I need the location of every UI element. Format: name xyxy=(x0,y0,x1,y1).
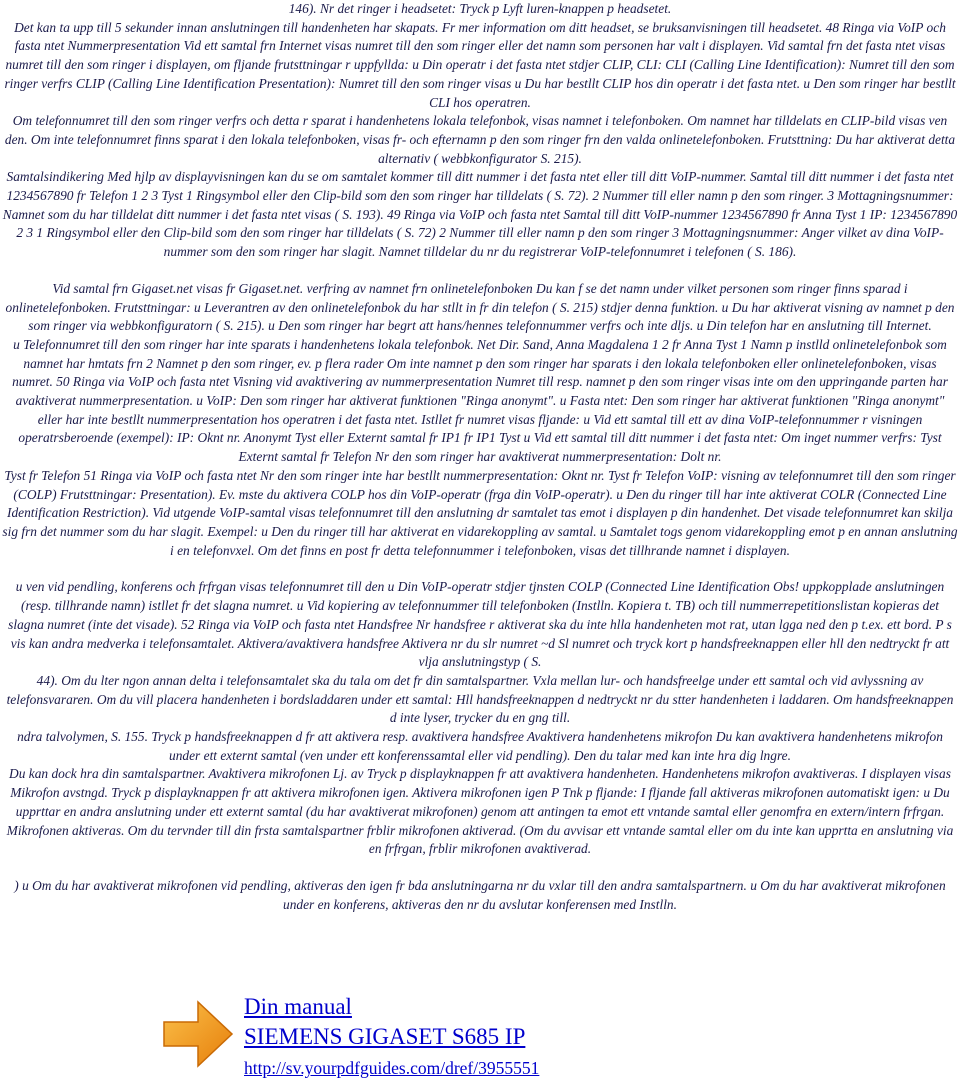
orange-arrow-icon xyxy=(158,992,236,1074)
paragraph-8: u ven vid pendling, konferens och frfrgan visas telefonnumret till den u Din VoIP-operatr stdjer tjnsten COLP (Connected Line Identification Obs! uppkopplade anslutningen (resp. tillhrande namn) istllet fr det slagna numret. u Vid kopiering av telefonnummer till telefonboken (Instlln. Kopiera t. TB) och till nummerrepetitionslistan kopieras det slagna numret (inte det visade). 52 Ringa via VoIP och fasta ntet Handsfree Nr handsfree r aktiverat ska du inte hlla handenheten mot rat, utan lgga ned den p t.ex. ett bord. P s vis kan andra medverka i telefonsamtalet. Aktivera/avaktivera handsfree Aktivera nr du slr numret ~d Sl numret och tryck kort p handsfreeknappen eller hll den nedtryckt fr att vlja anslutningstyp ( S. xyxy=(8,579,952,670)
paragraph-5: Vid samtal frn Gigaset.net visas fr Gigaset.net. verfring av namnet frn onlinetelefonboken Du kan f se det namn under vilket personen som ringer finns sparad i onlinetelefonboken. Frutsttningar: u Leverantren av den onlinetelefonbok du har stllt in fr din telefon ( S. 215) stdjer denna funktion. u Du har aktiverat visning av namnet p den som ringer via webbkonfiguratorn ( S. 215). u Den som ringer har begrt att hans/hennes telefonnummer verfrs och inte dljs. u Din telefon har en anslutning till Internet. xyxy=(5,280,955,334)
url-link[interactable]: http://sv.yourpdfguides.com/dref/3955551 xyxy=(244,1058,540,1078)
paragraph-11: Du kan dock hra din samtalspartner. Avaktivera mikrofonen Lj. av Tryck p displayknappen fr att avaktivera handenheten. Handenhetens mikrofon avaktiveras. I displayen visas Mikrofon avstngd. Tryck p displayknappen fr att aktivera mikrofonen igen. Aktivera mikrofonen igen P Tnk p fljande: I fljande fall aktiveras mikrofonen automatiskt igen: u Du upprttar en andra anslutning under ett externt samtal (du har avaktiverat mikrofonen) genom att antingen ta emot ett vntande samtal eller genomfra en extern/intern frfrgan. Mikrofonen aktiveras. Om du tervnder till din frsta samtalspartner frblir mikrofonen aktiverad. (Om du avvisar ett vntande samtal eller om du inte kan upprtta en anslutning via en frfrgan, frblir mikrofonen avaktiverad. xyxy=(6,766,954,857)
footer-links xyxy=(244,992,539,1080)
paragraph-7: Tyst fr Telefon 51 Ringa via VoIP och fasta ntet Nr den som ringer inte har bestllt nummerpresentation: Oknt nr. Tyst fr Telefon VoIP: visning av telefonnumret till den som ringer (COLP) Frutsttningar: Presentation). Ev. mste du aktivera COLP hos din VoIP-operatr (frga din VoIP-operatr). u Den du ringer till har inte aktiverat COLR (Connected Line Identification Restriction). Vid utgende VoIP-samtal visas telefonnumret till den anslutning dr samtalet tas emot i displayen p din handenhet. Det visade telefonnumret kan skilja sig frn det nummer som du har slagit. Exempel: u Den du ringer till har aktiverat en vidarekoppling av samtal. u Samtalet togs genom vidarekoppling emot p en annan anslutning i en telefonvxel. Om det finns en post fr detta telefonnummer i telefonboken, visas det tillhrande namnet i displayen. xyxy=(2,467,958,558)
paragraph-2: Det kan ta upp till 5 sekunder innan anslutningen till handenheten har skapats. Fr mer information om ditt headset, se bruksanvisningen till headsetet. 48 Ringa via VoIP och fasta ntet Nummerpresentation Vid ett samtal frn Internet visas numret till den som ringer eller det namn som personen har valt i displayen. Vid samtal frn det fasta ntet visas numret till den som ringer i displayen, om fljande frutsttningar r uppfyllda: u Din operatr i det fasta ntet stdjer CLIP, CLI: CLI (Calling Line Identification): Numret till den som ringer verfrs CLIP (Calling Line Identification Presentation): Numret till den som ringer visas u Du har bestllt CLIP hos din operatr i det fasta ntet. u Den som ringer har bestllt CLI hos operatren. xyxy=(4,19,956,110)
paragraph-gap xyxy=(2,262,958,280)
paragraph-3: Om telefonnumret till den som ringer verfrs och detta r sparat i handenhetens lokala telefonbok, visas namnet i telefonboken. Om namnet har tilldelats en CLIP-bild visas ven den. Om inte telefonnumret finns sparat i den lokala telefonboken, visas fr- och efternamn p den som ringer frn den valda onlinetelefonboken. Frutsttning: Du har aktiverat detta alternativ ( webbkonfigurator S. 215). xyxy=(4,113,956,166)
paragraph-6: u Telefonnumret till den som ringer har inte sparats i handenhetens lokala telefonbok. Net Dir. Sand, Anna Magdalena 1 2 fr Anna Tyst 1 Namn p instlld onlinetelefonbok som namnet har hmtats frn 2 Namnet p den som ringer, ev. p flera rader Om inte namnet p den som ringer har sparats i den lokala telefonboken eller onlinetelefonboken, visas numret. 50 Ringa via VoIP och fasta ntet Visning vid avaktivering av nummerpresentation Numret till resp. namnet p den som ringer visas inte om den uppringande parten har avaktiverat nummerpresentation. u VoIP: Den som ringer har aktiverat funktionen "Ringa anonymt". u Fasta ntet: Den som ringer har aktiverat funktionen "Ringa anonymt" eller har inte bestllt nummerpresentation hos operatren i det fasta ntet. Istllet fr numret visas fljande: u Vid ett samtal till ett av dina VoIP-telefonnummer r visningen operatrsberoende (exempel): IP: Oknt nr. Anonymt Tyst eller Externt samtal fr IP1 fr IP1 Tyst u Vid ett samtal till ditt nummer i det fasta ntet: Om inget nummer verfrs: Tyst Externt samtal fr Telefon Nr den som ringer har avaktiverat nummerpresentation: Dolt nr. xyxy=(12,336,948,465)
paragraph-gap xyxy=(2,859,958,877)
paragraph-gap xyxy=(2,560,958,578)
paragraph-1: 146). Nr det ringer i headsetet: Tryck p Lyft luren-knappen p headsetet. xyxy=(288,1,672,16)
manual-link[interactable]: Din manual xyxy=(244,994,352,1019)
paragraph-12: ) u Om du har avaktiverat mikrofonen vid pendling, aktiveras den igen fr bda anslutningarna nr du vxlar till den andra samtalspartnern. u Om du har avaktiverat mikrofonen under en konferens, aktiveras den nr du avslutar konferensen med Instlln. xyxy=(14,877,946,912)
product-link[interactable]: SIEMENS GIGASET S685 IP xyxy=(244,1024,526,1049)
paragraph-4: Samtalsindikering Med hjlp av displayvisningen kan du se om samtalet kommer till ditt nummer i det fasta ntet eller till ditt VoIP-nummer. Samtal till ditt nummer i det fasta ntet 1234567890 fr Telefon 1 2 3 Tyst 1 Ringsymbol eller den Clip-bild som den som ringer har tilldelats ( S. 72). 2 Nummer till eller namn p den som ringer. 3 Mottagningsnummer: Namnet som du har tilldelat ditt nummer i det fasta ntet visas ( S. 193). 49 Ringa via VoIP och fasta ntet Samtal till ditt VoIP-nummer 1234567890 fr Anna Tyst 1 IP: 1234567890 2 3 1 Ringsymbol eller den Clip-bild som den som ringer har tilldelats ( S. 72) 2 Nummer till eller namn p den som ringer 3 Mottagningsnummer: Anger vilket av dina VoIP-nummer som den som ringer har slagit. Namnet tilldelar du nr du registrerar VoIP-telefonnumret i telefonen ( S. 186). xyxy=(2,169,958,260)
manual-footer xyxy=(158,992,539,1084)
paragraph-9: 44). Om du lter ngon annan delta i telefonsamtalet ska du tala om det fr din samtalspartner. Vxla mellan lur- och handsfreelge under ett samtal och vid avlyssning av telefonsvararen. Om du vill placera handenheten i bordsladdaren under ett samtal: Hll handsfreeknappen d nedtryckt nr du stter handenheten i laddaren. Om handsfreeknappen d inte lyser, trycker du en gng till. xyxy=(6,672,954,726)
paragraph-10: ndra talvolymen, S. 155. Tryck p handsfreeknappen d fr att aktivera resp. avaktivera handsfree Avaktivera handenhetens mikrofon Du kan avaktivera handenhetens mikrofon under ett externt samtal (ven under ett konferenssamtal eller vid pendling). Den du talar med kan inte hra dig lngre. xyxy=(17,729,943,763)
